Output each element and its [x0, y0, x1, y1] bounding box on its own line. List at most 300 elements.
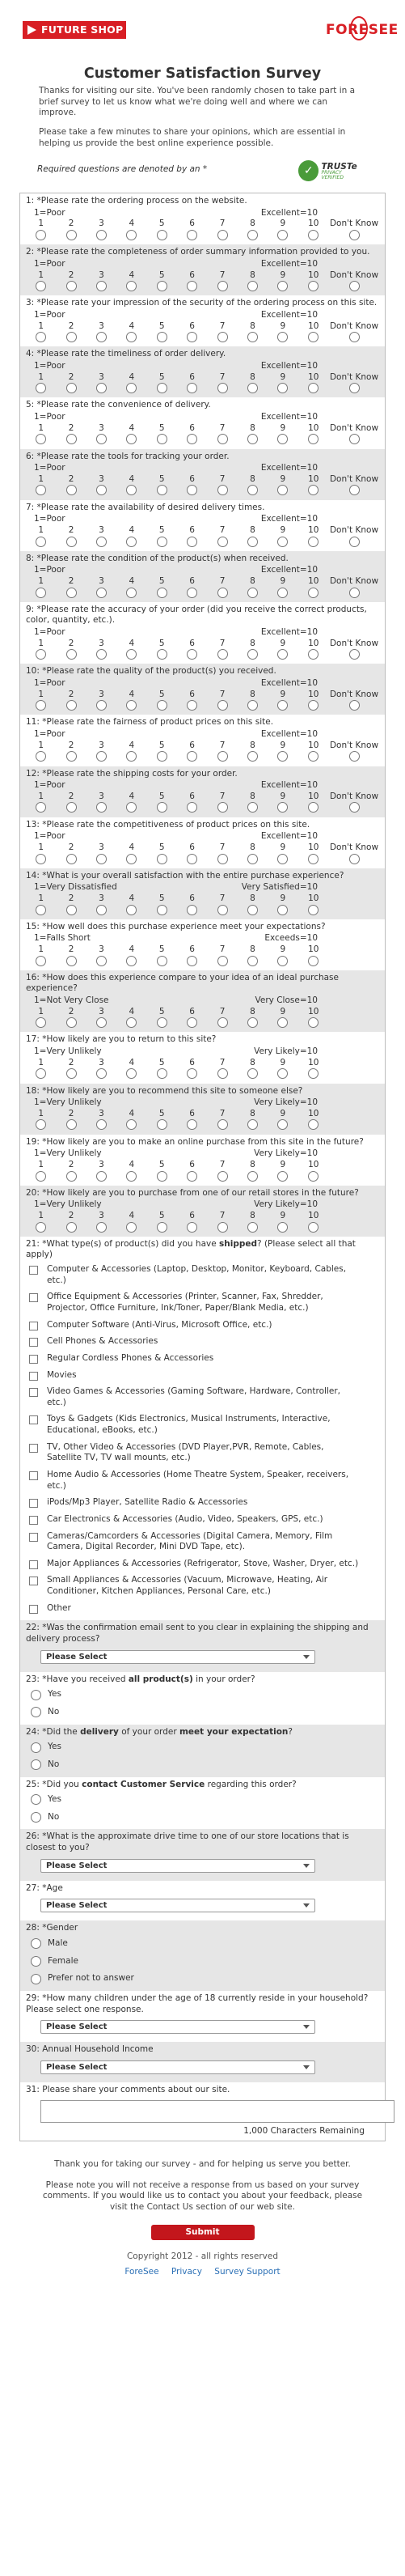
rating-radio[interactable] — [66, 1119, 77, 1130]
radio-option[interactable] — [26, 1791, 379, 1809]
rating-radio[interactable] — [157, 383, 167, 393]
rating-radio[interactable] — [187, 854, 197, 864]
rating-radio[interactable] — [126, 434, 137, 444]
rating-radio[interactable] — [66, 1068, 77, 1079]
checkbox[interactable] — [29, 1293, 38, 1302]
rating-radio[interactable] — [157, 700, 167, 711]
rating-radio[interactable] — [277, 905, 288, 915]
checkbox-option[interactable] — [26, 1368, 379, 1385]
rating-radio[interactable] — [96, 1017, 107, 1028]
rating-radio[interactable] — [157, 1171, 167, 1182]
rating-radio[interactable] — [277, 1222, 288, 1233]
rating-question — [20, 602, 385, 664]
rating-radio[interactable] — [217, 751, 228, 762]
checkbox-option[interactable] — [26, 1495, 379, 1512]
rating-radio[interactable] — [66, 854, 77, 864]
rating-radio[interactable] — [217, 332, 228, 342]
rating-radio[interactable] — [96, 1222, 107, 1233]
rating-radio[interactable] — [217, 485, 228, 495]
radio-option[interactable] — [26, 1686, 379, 1704]
rating-question — [20, 1032, 385, 1083]
rating-radio[interactable] — [157, 649, 167, 660]
rating-radio[interactable] — [247, 1068, 258, 1079]
rating-radio[interactable] — [187, 751, 197, 762]
rating-radio[interactable] — [308, 537, 319, 547]
rating-radio[interactable] — [66, 649, 77, 660]
rating-radio[interactable] — [308, 751, 319, 762]
dont-know-radio[interactable] — [349, 230, 360, 240]
checkbox-option[interactable] — [26, 1467, 379, 1495]
checkbox-option[interactable] — [26, 1440, 379, 1467]
dont-know-radio[interactable] — [349, 537, 360, 547]
rating-radio[interactable] — [247, 1171, 258, 1182]
rating-radio[interactable] — [126, 332, 137, 342]
rating-radio[interactable] — [308, 383, 319, 393]
rating-radio[interactable] — [277, 1171, 288, 1182]
rating-radio[interactable] — [96, 383, 107, 393]
rating-radio[interactable] — [126, 905, 137, 915]
rating-radio[interactable] — [126, 1068, 137, 1079]
rating-radio[interactable] — [66, 956, 77, 966]
rating-radio[interactable] — [126, 1119, 137, 1130]
rating-radio[interactable] — [96, 1119, 107, 1130]
rating-radio[interactable] — [187, 700, 197, 711]
rating-radio[interactable] — [126, 751, 137, 762]
rating-radio[interactable] — [126, 588, 137, 598]
rating-question — [20, 193, 385, 244]
comment-textarea[interactable] — [40, 2100, 394, 2123]
dont-know-radio[interactable] — [349, 434, 360, 444]
checkbox[interactable] — [29, 1560, 38, 1569]
rating-radio[interactable] — [36, 1171, 46, 1182]
rating-radio[interactable] — [126, 700, 137, 711]
rating-radio[interactable] — [36, 700, 46, 711]
radio-option[interactable] — [26, 1935, 379, 1953]
scale-low-label: 1=Not Very Close — [34, 995, 109, 1006]
rating-radio[interactable] — [308, 1222, 319, 1233]
checkbox[interactable] — [29, 1338, 38, 1347]
truste-badge[interactable] — [298, 159, 365, 183]
rating-radio[interactable] — [277, 1119, 288, 1130]
rating-radio[interactable] — [308, 1119, 319, 1130]
rating-radio[interactable] — [277, 281, 288, 291]
rating-radio[interactable] — [308, 485, 319, 495]
checkbox[interactable] — [29, 1471, 38, 1480]
rating-radio[interactable] — [157, 1222, 167, 1233]
rating-radio[interactable] — [66, 802, 77, 813]
rating-radio[interactable] — [96, 1068, 107, 1079]
rating-radio[interactable] — [308, 230, 319, 240]
checkbox-option[interactable] — [26, 1318, 379, 1335]
rating-radio[interactable] — [187, 588, 197, 598]
rating-radio[interactable] — [66, 332, 77, 342]
rating-radio[interactable] — [308, 700, 319, 711]
scale-number: 7 — [219, 320, 226, 331]
checkbox-option[interactable] — [26, 1556, 379, 1573]
rating-radio[interactable] — [277, 1068, 288, 1079]
rating-radio[interactable] — [277, 700, 288, 711]
rating-radio[interactable] — [217, 854, 228, 864]
select-question — [20, 1829, 385, 1880]
rating-radio[interactable] — [277, 751, 288, 762]
scale-number: 7 — [219, 371, 226, 382]
rating-radio[interactable] — [157, 537, 167, 547]
rating-radio[interactable] — [157, 434, 167, 444]
rating-radio[interactable] — [277, 802, 288, 813]
submit-button[interactable]: Submit — [151, 2225, 255, 2240]
rating-radio[interactable] — [126, 485, 137, 495]
dont-know-radio[interactable] — [349, 700, 360, 711]
rating-radio[interactable] — [308, 332, 319, 342]
rating-radio[interactable] — [247, 751, 258, 762]
rating-radio[interactable] — [36, 956, 46, 966]
rating-radio[interactable] — [36, 649, 46, 660]
rating-radio[interactable] — [308, 905, 319, 915]
scale-number: 3 — [99, 575, 104, 586]
rating-radio[interactable] — [157, 485, 167, 495]
radio-button[interactable] — [31, 1812, 41, 1823]
rating-radio[interactable] — [36, 854, 46, 864]
rating-radio[interactable] — [126, 649, 137, 660]
rating-radio[interactable] — [308, 1171, 319, 1182]
rating-radio[interactable] — [157, 230, 167, 240]
select-question — [20, 1620, 385, 1671]
rating-radio[interactable] — [36, 434, 46, 444]
radio-option[interactable] — [26, 1970, 379, 1988]
rating-radio[interactable] — [247, 1119, 258, 1130]
rating-radio[interactable] — [277, 956, 288, 966]
rating-radio[interactable] — [187, 332, 197, 342]
dont-know-radio[interactable] — [349, 281, 360, 291]
rating-radio[interactable] — [157, 1119, 167, 1130]
rating-radio[interactable] — [247, 434, 258, 444]
select-dropdown[interactable] — [40, 1899, 315, 1912]
rating-radio[interactable] — [187, 1068, 197, 1079]
dont-know-radio[interactable] — [349, 588, 360, 598]
rating-radio[interactable] — [96, 700, 107, 711]
survey-support-link[interactable]: Survey Support — [214, 2267, 281, 2277]
rating-radio[interactable] — [217, 956, 228, 966]
dont-know-label: Don't Know — [329, 842, 379, 852]
rating-radio[interactable] — [217, 588, 228, 598]
scale-anchors — [26, 831, 379, 842]
dont-know-radio[interactable] — [349, 854, 360, 864]
checkbox[interactable] — [29, 1415, 38, 1424]
rating-radio[interactable] — [187, 1222, 197, 1233]
rating-radio[interactable] — [36, 588, 46, 598]
rating-radio[interactable] — [66, 588, 77, 598]
rating-radio[interactable] — [66, 1222, 77, 1233]
rating-radio[interactable] — [96, 332, 107, 342]
rating-radio[interactable] — [96, 1171, 107, 1182]
rating-radio[interactable] — [96, 751, 107, 762]
rating-radio[interactable] — [126, 802, 137, 813]
rating-radio[interactable] — [36, 332, 46, 342]
rating-radio[interactable] — [217, 905, 228, 915]
rating-radio[interactable] — [277, 649, 288, 660]
rating-radio[interactable] — [217, 537, 228, 547]
rating-radio[interactable] — [217, 230, 228, 240]
rating-radio[interactable] — [247, 1222, 258, 1233]
checkbox-option[interactable] — [26, 1411, 379, 1439]
checkbox-option[interactable] — [26, 1601, 379, 1618]
scale-number: 5 — [158, 791, 165, 801]
rating-radio[interactable] — [277, 332, 288, 342]
rating-radio[interactable] — [187, 1119, 197, 1130]
dont-know-radio[interactable] — [349, 332, 360, 342]
rating-radio[interactable] — [187, 383, 197, 393]
radio-button[interactable] — [31, 1707, 41, 1717]
rating-radio[interactable] — [217, 1119, 228, 1130]
rating-radio[interactable] — [157, 281, 167, 291]
rating-radio[interactable] — [66, 485, 77, 495]
rating-radio[interactable] — [308, 434, 319, 444]
rating-radio[interactable] — [277, 588, 288, 598]
rating-radio[interactable] — [308, 1017, 319, 1028]
rating-radio[interactable] — [247, 700, 258, 711]
rating-radio[interactable] — [247, 802, 258, 813]
checkbox[interactable] — [29, 1444, 38, 1453]
rating-radio[interactable] — [308, 1068, 319, 1079]
rating-radio[interactable] — [126, 383, 137, 393]
rating-radio[interactable] — [277, 383, 288, 393]
rating-radio[interactable] — [217, 700, 228, 711]
scale-number: 1 — [38, 638, 44, 648]
checkbox[interactable] — [29, 1266, 38, 1275]
rating-radio[interactable] — [96, 854, 107, 864]
checkbox[interactable] — [29, 1355, 38, 1364]
rating-radio[interactable] — [157, 854, 167, 864]
rating-radio[interactable] — [247, 905, 258, 915]
rating-radio[interactable] — [96, 802, 107, 813]
dont-know-radio[interactable] — [349, 383, 360, 393]
rating-radio[interactable] — [187, 485, 197, 495]
rating-radio[interactable] — [217, 1017, 228, 1028]
rating-radio[interactable] — [96, 434, 107, 444]
rating-radio[interactable] — [126, 230, 137, 240]
rating-radio[interactable] — [96, 281, 107, 291]
rating-radio[interactable] — [247, 956, 258, 966]
checkbox-option[interactable] — [26, 1351, 379, 1368]
rating-radio[interactable] — [36, 537, 46, 547]
radio-button[interactable] — [31, 1938, 41, 1949]
rating-radio[interactable] — [66, 1171, 77, 1182]
rating-radio[interactable] — [66, 537, 77, 547]
checkbox-option[interactable] — [26, 1262, 379, 1289]
rating-radio[interactable] — [36, 1017, 46, 1028]
rating-radio[interactable] — [36, 802, 46, 813]
rating-radio[interactable] — [187, 802, 197, 813]
rating-radio[interactable] — [217, 383, 228, 393]
checkbox[interactable] — [29, 1499, 38, 1508]
rating-radio[interactable] — [157, 588, 167, 598]
rating-radio[interactable] — [217, 1222, 228, 1233]
rating-radio[interactable] — [187, 230, 197, 240]
checkbox-option[interactable] — [26, 1512, 379, 1529]
radio-option[interactable] — [26, 1704, 379, 1721]
rating-radio[interactable] — [96, 230, 107, 240]
rating-radio[interactable] — [126, 1222, 137, 1233]
radio-option[interactable] — [26, 1756, 379, 1774]
rating-radio[interactable] — [66, 230, 77, 240]
rating-radio[interactable] — [217, 281, 228, 291]
scale-number: 7 — [219, 219, 226, 229]
privacy-link[interactable]: Privacy — [171, 2267, 202, 2277]
rating-radio[interactable] — [277, 434, 288, 444]
checkbox-option[interactable] — [26, 1334, 379, 1351]
checkbox-option[interactable] — [26, 1384, 379, 1411]
rating-radio[interactable] — [66, 1017, 77, 1028]
scale-number: 10 — [308, 944, 319, 954]
rating-radio[interactable] — [217, 1068, 228, 1079]
scale-number: 5 — [158, 689, 165, 699]
rating-radio[interactable] — [247, 1017, 258, 1028]
checkbox-option[interactable] — [26, 1529, 379, 1556]
scale-number: 5 — [158, 371, 165, 382]
rating-radio[interactable] — [96, 649, 107, 660]
survey-form — [19, 193, 386, 2141]
rating-radio[interactable] — [66, 434, 77, 444]
rating-radio[interactable] — [277, 230, 288, 240]
select-dropdown[interactable] — [40, 2060, 315, 2074]
rating-radio[interactable] — [157, 751, 167, 762]
rating-radio[interactable] — [36, 751, 46, 762]
rating-radio[interactable] — [187, 905, 197, 915]
rating-radio[interactable] — [247, 383, 258, 393]
rating-radio[interactable] — [157, 802, 167, 813]
radio-button[interactable] — [31, 1794, 41, 1805]
rating-radio[interactable] — [247, 588, 258, 598]
rating-radio[interactable] — [66, 700, 77, 711]
rating-radio[interactable] — [247, 485, 258, 495]
rating-radio[interactable] — [187, 434, 197, 444]
rating-radio[interactable] — [308, 802, 319, 813]
rating-radio[interactable] — [36, 281, 46, 291]
dont-know-radio[interactable] — [349, 802, 360, 813]
checkbox[interactable] — [29, 1577, 38, 1585]
rating-radio[interactable] — [308, 649, 319, 660]
rating-radio[interactable] — [217, 1171, 228, 1182]
checkbox[interactable] — [29, 1533, 38, 1542]
dont-know-radio[interactable] — [349, 485, 360, 495]
rating-radio[interactable] — [126, 537, 137, 547]
radio-button[interactable] — [31, 1759, 41, 1770]
foresee-link[interactable]: ForeSee — [124, 2267, 159, 2277]
radio-button[interactable] — [31, 1956, 41, 1967]
checkbox-option[interactable] — [26, 1572, 379, 1600]
rating-radio[interactable] — [217, 434, 228, 444]
rating-radio[interactable] — [187, 281, 197, 291]
rating-radio[interactable] — [126, 281, 137, 291]
rating-scale — [26, 639, 379, 661]
rating-radio[interactable] — [36, 1068, 46, 1079]
select-dropdown[interactable] — [40, 1859, 315, 1873]
rating-radio[interactable] — [66, 383, 77, 393]
rating-radio[interactable] — [66, 751, 77, 762]
scale-anchors — [26, 463, 379, 474]
select-dropdown[interactable] — [40, 2020, 315, 2034]
dont-know-radio[interactable] — [349, 649, 360, 660]
rating-radio[interactable] — [157, 1017, 167, 1028]
rating-radio[interactable] — [96, 537, 107, 547]
rating-radio[interactable] — [96, 905, 107, 915]
rating-radio[interactable] — [217, 649, 228, 660]
rating-radio[interactable] — [187, 537, 197, 547]
rating-radio[interactable] — [96, 588, 107, 598]
rating-radio[interactable] — [247, 332, 258, 342]
checkbox[interactable] — [29, 1388, 38, 1397]
rating-radio[interactable] — [36, 230, 46, 240]
question-text: 27: *Age — [26, 1882, 63, 1893]
rating-radio[interactable] — [157, 1068, 167, 1079]
rating-question — [20, 817, 385, 868]
radio-button[interactable] — [31, 1742, 41, 1753]
rating-radio[interactable] — [187, 1017, 197, 1028]
rating-radio[interactable] — [96, 485, 107, 495]
rating-radio[interactable] — [36, 1222, 46, 1233]
checkbox[interactable] — [29, 1322, 38, 1330]
radio-button[interactable] — [31, 1690, 41, 1700]
radio-button[interactable] — [31, 1974, 41, 1984]
rating-radio[interactable] — [308, 281, 319, 291]
rating-radio[interactable] — [126, 854, 137, 864]
rating-radio[interactable] — [157, 956, 167, 966]
rating-radio[interactable] — [308, 588, 319, 598]
rating-radio[interactable] — [187, 1171, 197, 1182]
scale-low-label: 1=Poor — [34, 258, 65, 269]
rating-radio[interactable] — [36, 905, 46, 915]
radio-option[interactable] — [26, 1953, 379, 1971]
rating-radio[interactable] — [187, 649, 197, 660]
radio-option[interactable] — [26, 1738, 379, 1756]
rating-radio[interactable] — [247, 649, 258, 660]
rating-radio[interactable] — [36, 383, 46, 393]
rating-radio[interactable] — [277, 1017, 288, 1028]
rating-radio[interactable] — [308, 854, 319, 864]
scale-number: 6 — [189, 893, 195, 903]
rating-radio[interactable] — [277, 485, 288, 495]
rating-radio[interactable] — [277, 537, 288, 547]
checkbox[interactable] — [29, 1605, 38, 1614]
rating-radio[interactable] — [66, 905, 77, 915]
rating-radio[interactable] — [126, 1171, 137, 1182]
rating-radio[interactable] — [126, 956, 137, 966]
rating-radio[interactable] — [277, 854, 288, 864]
rating-radio[interactable] — [157, 905, 167, 915]
select-dropdown[interactable] — [40, 1650, 315, 1664]
checkbox-option[interactable] — [26, 1289, 379, 1317]
radio-option[interactable] — [26, 1809, 379, 1827]
rating-radio[interactable] — [126, 1017, 137, 1028]
rating-radio[interactable] — [157, 332, 167, 342]
rating-radio[interactable] — [96, 956, 107, 966]
checkbox[interactable] — [29, 1372, 38, 1381]
dont-know-radio[interactable] — [349, 751, 360, 762]
rating-radio[interactable] — [247, 854, 258, 864]
future-shop-logo — [23, 21, 126, 39]
rating-radio[interactable] — [308, 956, 319, 966]
scale-number: 9 — [280, 893, 286, 903]
rating-radio[interactable] — [187, 956, 197, 966]
rating-radio[interactable] — [66, 281, 77, 291]
rating-radio[interactable] — [36, 1119, 46, 1130]
rating-radio[interactable] — [217, 802, 228, 813]
rating-radio[interactable] — [247, 230, 258, 240]
rating-radio[interactable] — [247, 537, 258, 547]
rating-radio[interactable] — [247, 281, 258, 291]
rating-radio[interactable] — [36, 485, 46, 495]
checkbox[interactable] — [29, 1516, 38, 1525]
